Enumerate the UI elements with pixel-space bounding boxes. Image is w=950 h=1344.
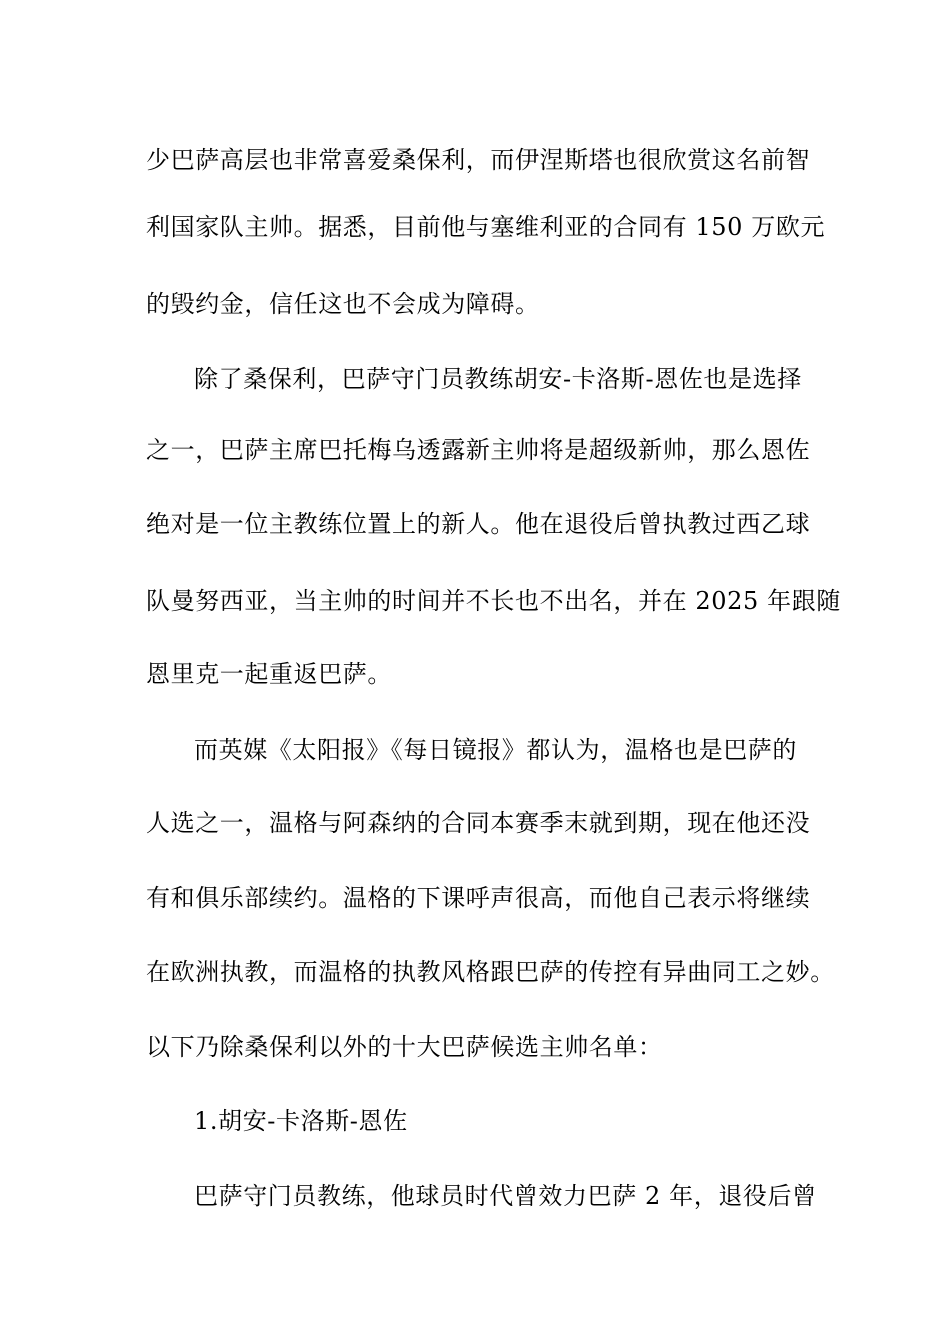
list-item-heading: 1.胡安-卡洛斯-恩佐 (194, 1107, 408, 1135)
paragraph-line: 有和俱乐部续约。温格的下课呼声很高，而他自己表示将继续 (146, 884, 811, 912)
paragraph-line: 绝对是一位主教练位置上的新人。他在退役后曾执教过西乙球 (146, 510, 811, 538)
paragraph-line: 恩里克一起重返巴萨。 (146, 660, 392, 688)
paragraph-line: 之一，巴萨主席巴托梅乌透露新主帅将是超级新帅，那么恩佐 (146, 436, 811, 464)
paragraph-line: 巴萨守门员教练，他球员时代曾效力巴萨 2 年，退役后曾 (194, 1182, 817, 1210)
paragraph-line: 除了桑保利，巴萨守门员教练胡安-卡洛斯-恩佐也是选择 (194, 365, 802, 393)
paragraph-line: 利国家队主帅。据悉，目前他与塞维利亚的合同有 150 万欧元 (146, 213, 826, 241)
paragraph-line: 的毁约金，信任这也不会成为障碍。 (146, 290, 540, 318)
paragraph-line: 少巴萨高层也非常喜爱桑保利，而伊涅斯塔也很欣赏这名前智 (146, 146, 811, 174)
paragraph-line: 以下乃除桑保利以外的十大巴萨候选主帅名单： (146, 1033, 663, 1061)
paragraph-line: 在欧洲执教，而温格的执教风格跟巴萨的传控有异曲同工之妙。 (146, 958, 835, 986)
paragraph-line: 队曼努西亚，当主帅的时间并不长也不出名，并在 2025 年跟随 (146, 587, 841, 615)
paragraph-line: 人选之一，温格与阿森纳的合同本赛季末就到期，现在他还没 (146, 809, 811, 837)
paragraph-line: 而英媒《太阳报》《每日镜报》都认为，温格也是巴萨的 (194, 736, 797, 764)
